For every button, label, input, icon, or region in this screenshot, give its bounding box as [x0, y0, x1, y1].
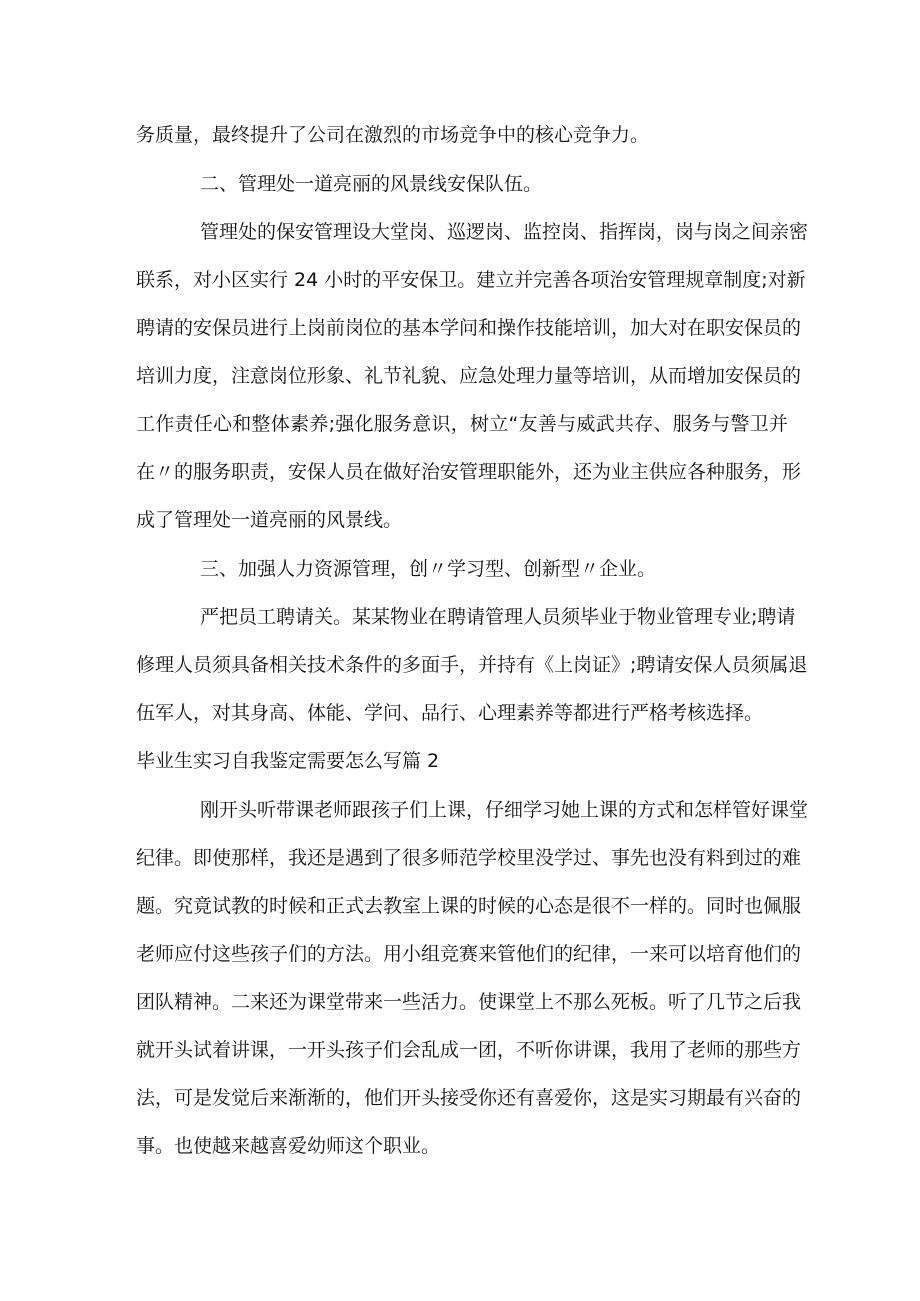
paragraph-line: 成了管理处一道亮丽的风景线。 [136, 509, 403, 531]
paragraph-line: 管理处的保安管理设大堂岗、巡逻岗、监控岗、指挥岗，岗与岗之间亲密 [200, 221, 809, 243]
paragraph-line: 修理人员须具备相关技术条件的多面手，并持有《上岗证》;聘请安保人员须属退 [136, 654, 808, 676]
section-heading-3: 三、加强人力资源管理，创〃学习型、创新型〃企业。 [200, 558, 657, 580]
paragraph-line: 老师应付这些孩子们的方法。用小组竞赛来管他们的纪律，一来可以培育他们的 [136, 943, 802, 965]
paragraph-line: 事。也使越来越喜爱幼师这个职业。 [136, 1135, 441, 1157]
paragraph-line: 法，可是发觉后来渐渐的，他们开头接受你还有喜爱你，这是实习期最有兴奋的 [136, 1087, 802, 1109]
paragraph-line: 聘请的安保员进行上岗前岗位的基本学问和操作技能培训，加大对在职安保员的 [136, 317, 802, 339]
paragraph-line: 就开头试着讲课，一开头孩子们会乱成一团，不听你讲课，我用了老师的那些方 [136, 1039, 802, 1061]
paragraph-line: 严把员工聘请关。某某物业在聘请管理人员须毕业于物业管理专业;聘请 [200, 606, 796, 628]
paragraph-line: 工作责任心和整体素养;强化服务意识，树立“友善与威武共存、服务与警卫并 [136, 413, 788, 435]
paragraph-line: 联系，对小区实行 24 小时的平安保卫。建立并完善各项治安管理规章制度;对新 [136, 269, 806, 291]
paragraph-line: 题。究竟试教的时候和正式去教室上课的时候的心态是很不一样的。同时也佩服 [136, 895, 802, 917]
paragraph-line: 在〃的服务职责，安保人员在做好治安管理职能外，还为业主供应各种服务，形 [136, 461, 802, 483]
section-heading-2: 二、管理处一道亮丽的风景线安保队伍。 [200, 173, 543, 195]
paragraph-line: 伍军人，对其身高、体能、学问、品行、心理素养等都进行严格考核选择。 [136, 702, 764, 724]
paragraph-line: 培训力度，注意岗位形象、礼节礼貌、应急处理力量等培训，从而增加安保员的 [136, 365, 802, 387]
article-title: 毕业生实习自我鉴定需要怎么写篇 2 [136, 750, 440, 772]
paragraph-line: 团队精神。二来还为课堂带来一些活力。使课堂上不那么死板。听了几节之后我 [136, 991, 802, 1013]
paragraph-line: 纪律。即使那样，我还是遇到了很多师范学校里没学过、事先也没有料到过的难 [136, 847, 802, 869]
paragraph-line: 刚开头听带课老师跟孩子们上课，仔细学习她上课的方式和怎样管好课堂 [200, 799, 809, 821]
paragraph-line: 务质量，最终提升了公司在激烈的市场竞争中的核心竞争力。 [136, 124, 650, 146]
